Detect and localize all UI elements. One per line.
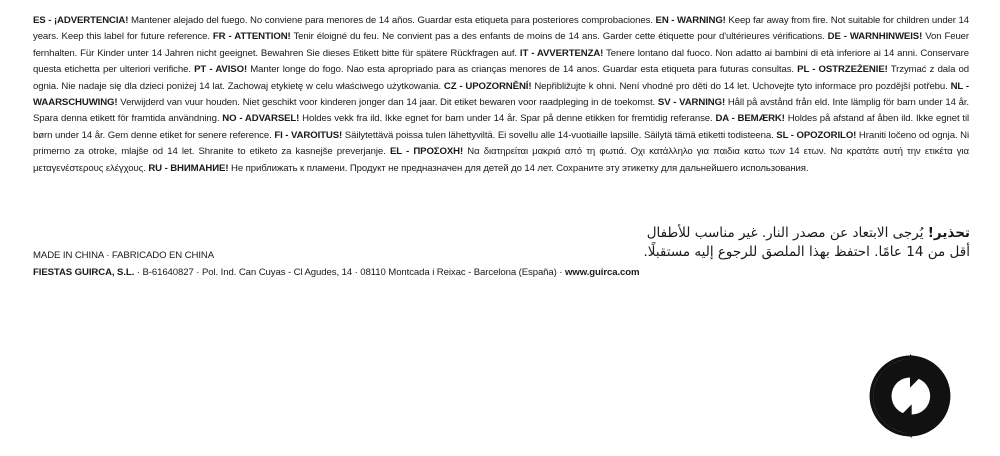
warning-language-text: Trzymać z dala od ognia. Nie nadaje się dla dzieci poniżej 14 lat. Zachowaj etykietę w celu właściwego użytkowania. bbox=[33, 64, 969, 92]
green-dot-recycling-icon bbox=[868, 354, 952, 438]
warning-language-label: RU - ВНИМАНИЕ! bbox=[148, 162, 229, 174]
warning-language-text: Manter longe do fogo. Nao esta apropriado para as crianças menores de 14 anos. Guardar esta etiqueta para futuras consultas. bbox=[247, 64, 798, 76]
warning-language-text: Не приближать к пламени. Продукт не предназначен для детей до 14 лет. Сохраните эту этикетку для дальнейшего использования. bbox=[228, 162, 809, 174]
warning-language-text: Keep far away from fire. Not suitable for children under 14 years. Keep this label for future reference. bbox=[33, 15, 969, 43]
warning-language-label: PT - AVISO! bbox=[194, 64, 248, 76]
warning-language-text: Mantener alejado del fuego. No conviene para menores de 14 años. Guardar esta etiqueta para posteriores comprobaciones. bbox=[128, 15, 656, 26]
warning-language-label: PL - OSTRZEŻENIE! bbox=[797, 64, 888, 76]
company-name: FIESTAS GUIRCA, S.L. bbox=[33, 267, 135, 278]
warning-language-label: IT - AVVERTENZA! bbox=[519, 47, 604, 59]
warning-language-text: Von Feuer fernhalten. Für Kinder unter 14 Jahren nicht geeignet. Bewahren Sie dieses Etikett bitte für spätere Rückfragen auf. bbox=[33, 31, 970, 59]
warning-language-text: Nepřibližujte k ohni. Není vhodné pro děti do 14 let. Uchovejte tyto informace pro pozdější potřebu. bbox=[531, 80, 951, 92]
warning-language-text: Håll på avstånd från eld. Inte lämplig för barn under 14 år. Spara denna etikett för framtida användning. bbox=[33, 97, 970, 125]
warning-language-label: NO - ADVARSEL! bbox=[222, 113, 300, 125]
warning-language-text: Säilytettävä poissa tulen lähettyviltä. Ei sovellu alle 14-vuotiaille lapsille. Säilytä tämä etiketti todisteena. bbox=[342, 129, 777, 141]
warning-language-label: FI - VAROITUS! bbox=[274, 129, 343, 141]
arabic-warning bbox=[630, 224, 970, 262]
arabic-warning-label: تحذير! bbox=[927, 225, 970, 241]
made-in-line: MADE IN CHINA · FABRICADO EN CHINA bbox=[33, 250, 215, 261]
warning-language-text: Holdes vekk fra ild. Ikke egnet for barn under 14 år. Spar på denne etikken for fremtidig referanse. bbox=[299, 113, 716, 125]
warning-language-label: ES - ¡ADVERTENCIA! bbox=[33, 15, 129, 26]
warning-language-label: CZ - UPOZORNĚNÍ! bbox=[443, 80, 532, 92]
warning-language-label: SL - OPOZORILO! bbox=[776, 129, 857, 141]
warning-language-label: DA - BEMÆRK! bbox=[715, 113, 785, 125]
warning-language-text: Verwijderd van vuur houden. Niet geschikt voor kinderen jonger dan 14 jaar. Dit etiket bewaren voor raadpleging in de toekomst. bbox=[117, 97, 658, 109]
warning-language-text: Να διατηρείται μακριά από τη φωτιά. Οχι κατάλληλο για παιδια κατω των 14 ετων. Να κρατάτε αυτή την ετικέτα για μεταγενέστερους ελέγχους. bbox=[33, 146, 969, 174]
warning-language-label: NL - WAARSCHUWING! bbox=[33, 80, 969, 109]
warning-language-label: EL - ΠΡΟΣΟΧΗ! bbox=[389, 146, 464, 158]
warning-language-label: EN - WARNING! bbox=[655, 15, 726, 26]
company-details: · B-61640827 · Pol. Ind. Can Cuyas - Cl Agudes, 14 · 08110 Montcada i Reixac - Barcelona (España) · bbox=[134, 267, 565, 278]
company-website: www.guirca.com bbox=[564, 267, 640, 278]
company-info bbox=[33, 267, 639, 278]
warning-language-label: SV - VARNING! bbox=[657, 97, 726, 109]
warning-language-text: Holdes på afstand af åben ild. Ikke egnet til børn under 14 år. Gem denne etiket for senere reference. bbox=[33, 113, 970, 141]
warning-language-label: FR - ATTENTION! bbox=[212, 31, 291, 43]
arabic-warning-text: يُرجى الابتعاد عن مصدر النار. غير مناسب للأطفال أقل من 14 عامًا. احتفظ بهذا الملصق للرجوع إليه مستقبلًا. bbox=[643, 225, 970, 260]
warning-language-text: Hraniti ločeno od ognja. Ni primerno za otroke, mlajše od 14 let. Shranite to etiketo za kasnejše preverjanje. bbox=[33, 129, 969, 158]
multilingual-warning-text bbox=[33, 13, 969, 177]
warning-language-label: DE - WARNHINWEIS! bbox=[827, 31, 923, 43]
warning-language-text: Tenere lontano dal fuoco. Non adatto ai bambini di età inferiore ai 14 anni. Conservare questa etichetta per ulteriori verifiche. bbox=[33, 47, 969, 76]
warning-language-text: Tenir éloigné du feu. Ne convient pas a des enfants de moins de 14 ans. Garder cette étiquette pour d'ultérieures vérifications. bbox=[290, 31, 828, 43]
